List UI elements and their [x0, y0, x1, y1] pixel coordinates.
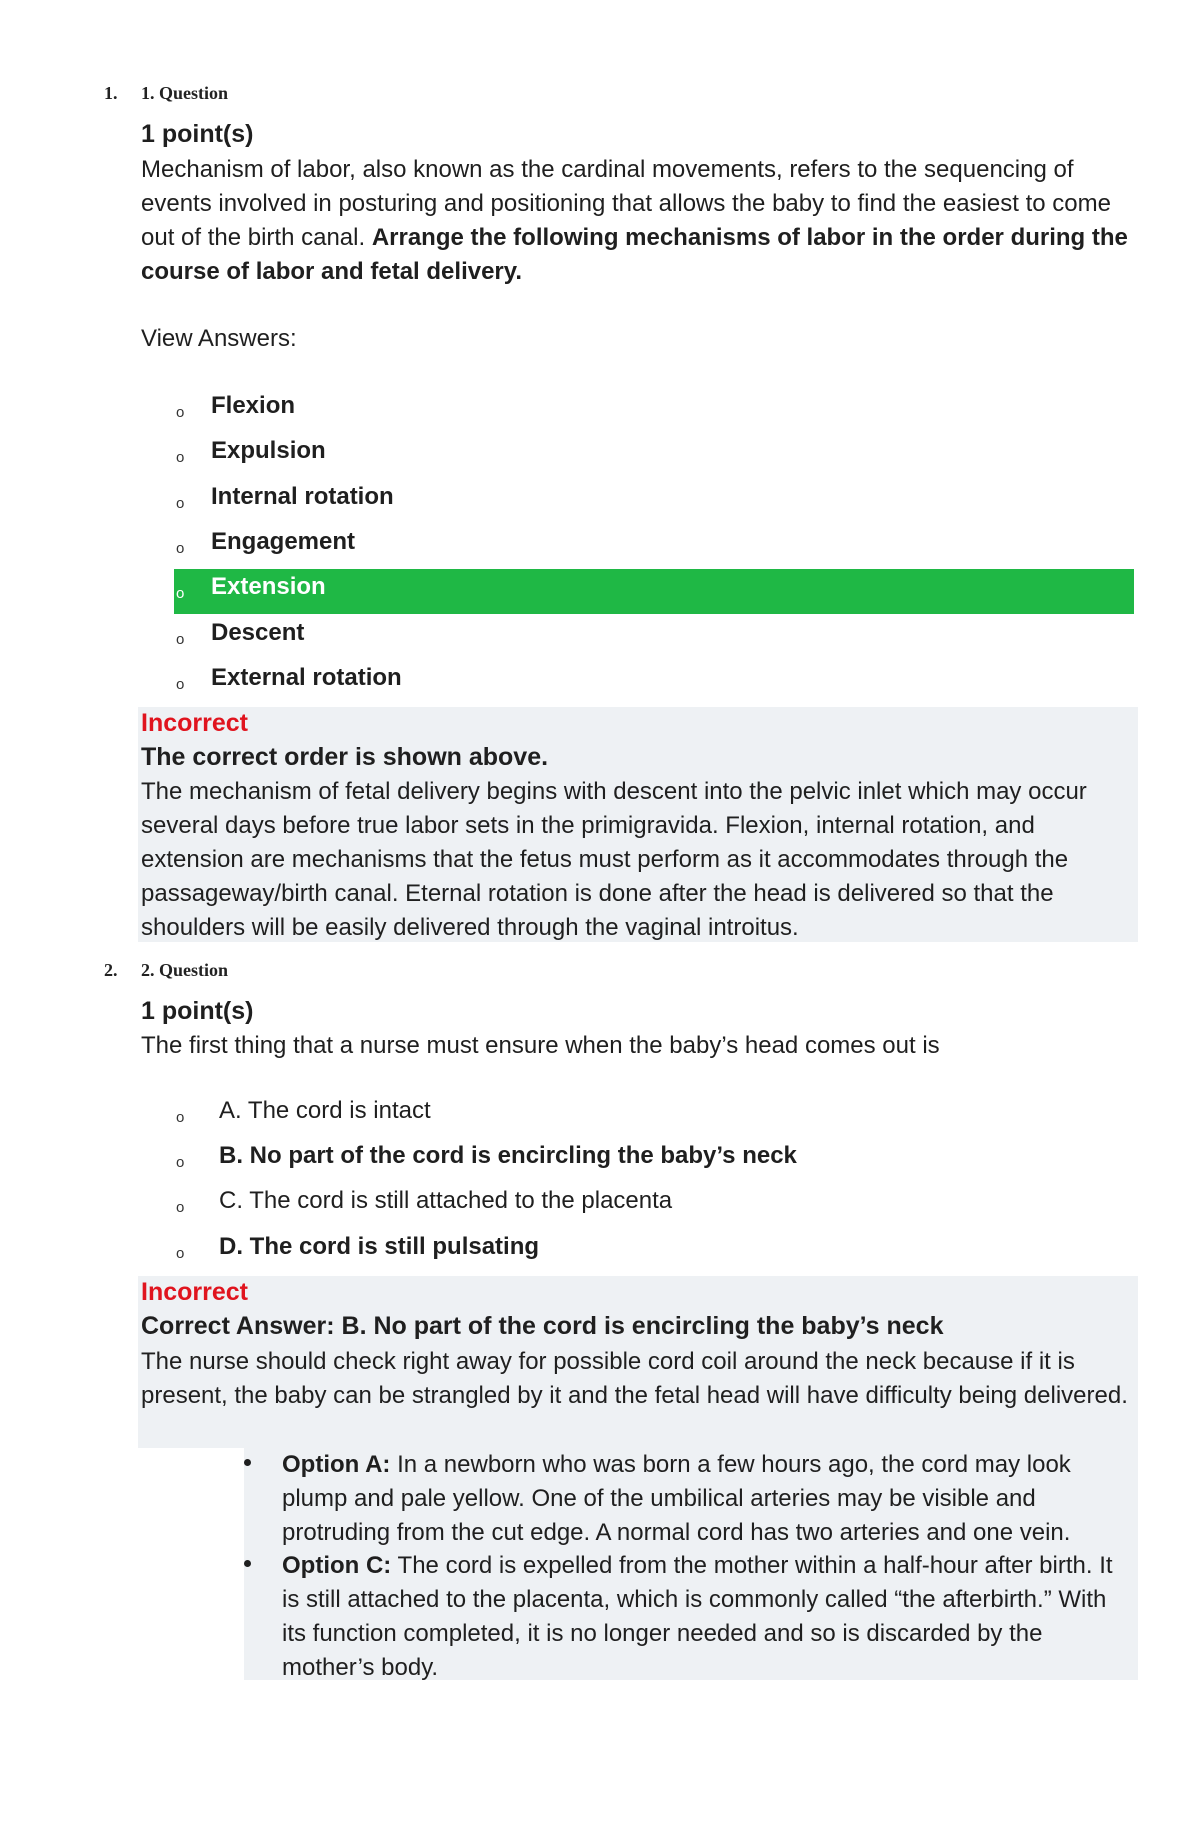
view-answers-label: View Answers: [141, 325, 297, 352]
question-1-feedback-status: Incorrect [141, 709, 248, 737]
answer-option-b[interactable] [174, 1138, 1134, 1183]
option-c-text: The cord is expelled from the mother within a half-hour after birth. It is still attached to the placenta, which is commonly called “the afterbirth.” With its function completed, it is no longer needed and so is discarded by the mother’s body. [282, 1552, 1113, 1681]
answer-option-c[interactable] [174, 1183, 1134, 1228]
question-2-header: 2. Question [141, 960, 229, 980]
option-c-explanation [244, 1549, 1134, 1685]
answer-option-flexion[interactable] [174, 388, 1134, 433]
answer-option-internal-rotation[interactable] [174, 479, 1134, 524]
question-2-list-number: 2. [104, 960, 118, 980]
answer-option-expulsion[interactable] [174, 433, 1134, 478]
circle-bullet-icon: o [176, 404, 185, 421]
circle-bullet-icon: o [176, 1109, 185, 1126]
option-a-text: In a newborn who was born a few hours ago, the cord may look plump and pale yellow. One of the umbilical arteries may be visible and protruding from the cut edge. A normal cord has two arteries and one vein. [282, 1451, 1071, 1546]
question-1-points: 1 point(s) [141, 120, 254, 148]
question-2-explanation: The nurse should check right away for possible cord coil around the neck because if it is present, the baby can be strangled by it and the fetal head will have difficulty being delivered. [141, 1348, 1128, 1409]
question-2-feedback-status: Incorrect [141, 1278, 248, 1306]
circle-bullet-icon: o [176, 1199, 185, 1216]
answer-option-engagement[interactable] [174, 524, 1134, 569]
bullet-dot-icon [244, 1560, 251, 1567]
answer-option-label: D. The cord is still pulsating [219, 1233, 540, 1260]
question-1-prompt-instruction: Arrange the following mechanisms of labor in the order during the course of labor and fetal delivery. [141, 224, 1128, 285]
answer-option-label: Extension [211, 573, 326, 600]
question-1-prompt-text: Mechanism of labor, also known as the cardinal movements, refers to the sequencing of events involved in posturing and positioning that allows the baby to find the easiest to come out of the birth canal. [141, 156, 1111, 251]
option-c-label: Option C: [282, 1552, 392, 1579]
answer-option-label: Internal rotation [211, 483, 394, 510]
bullet-dot-icon [244, 1459, 251, 1466]
option-a-explanation [244, 1448, 1134, 1550]
circle-bullet-icon: o [176, 449, 185, 466]
answer-option-descent[interactable] [174, 615, 1134, 660]
question-2-points: 1 point(s) [141, 997, 254, 1025]
question-1-prompt [141, 153, 1141, 289]
circle-bullet-icon: o [176, 585, 185, 602]
answer-option-d[interactable] [174, 1229, 1134, 1274]
circle-bullet-icon: o [176, 1154, 185, 1171]
option-a-label: Option A: [282, 1451, 391, 1478]
answer-option-a[interactable] [174, 1093, 1134, 1138]
answer-option-external-rotation[interactable] [174, 660, 1134, 705]
question-1-header: 1. Question [141, 83, 229, 103]
answer-option-label: Engagement [211, 528, 356, 555]
circle-bullet-icon: o [176, 540, 185, 557]
answer-option-label: Descent [211, 619, 305, 646]
question-1-list-number: 1. [104, 83, 118, 103]
answer-option-label: Flexion [211, 392, 296, 419]
answer-option-label: B. No part of the cord is encircling the baby’s neck [219, 1142, 797, 1169]
circle-bullet-icon: o [176, 495, 185, 512]
answer-option-label: A. The cord is intact [219, 1097, 431, 1124]
answer-option-extension-highlighted[interactable] [174, 569, 1134, 614]
question-1-feedback-title: The correct order is shown above. [141, 743, 549, 771]
answer-option-label: C. The cord is still attached to the placenta [219, 1187, 673, 1214]
circle-bullet-icon: o [176, 1245, 185, 1262]
answer-option-label: Expulsion [211, 437, 326, 464]
question-1-explanation: The mechanism of fetal delivery begins with descent into the pelvic inlet which may occur several days before true labor sets in the primigravida. Flexion, internal rotation, and extension are mechanisms that the fetus must perform as it accommodates through the passageway/birth canal. Eternal rotation is done after the head is delivered so that the shoulders will be easily delivered through the vaginal introitus. [141, 778, 1087, 941]
circle-bullet-icon: o [176, 631, 185, 648]
question-2-feedback-title: Correct Answer: B. No part of the cord is encircling the baby’s neck [141, 1312, 944, 1340]
question-2-prompt: The first thing that a nurse must ensure when the baby’s head comes out is [141, 1032, 940, 1059]
circle-bullet-icon: o [176, 676, 185, 693]
answer-option-label: External rotation [211, 664, 402, 691]
